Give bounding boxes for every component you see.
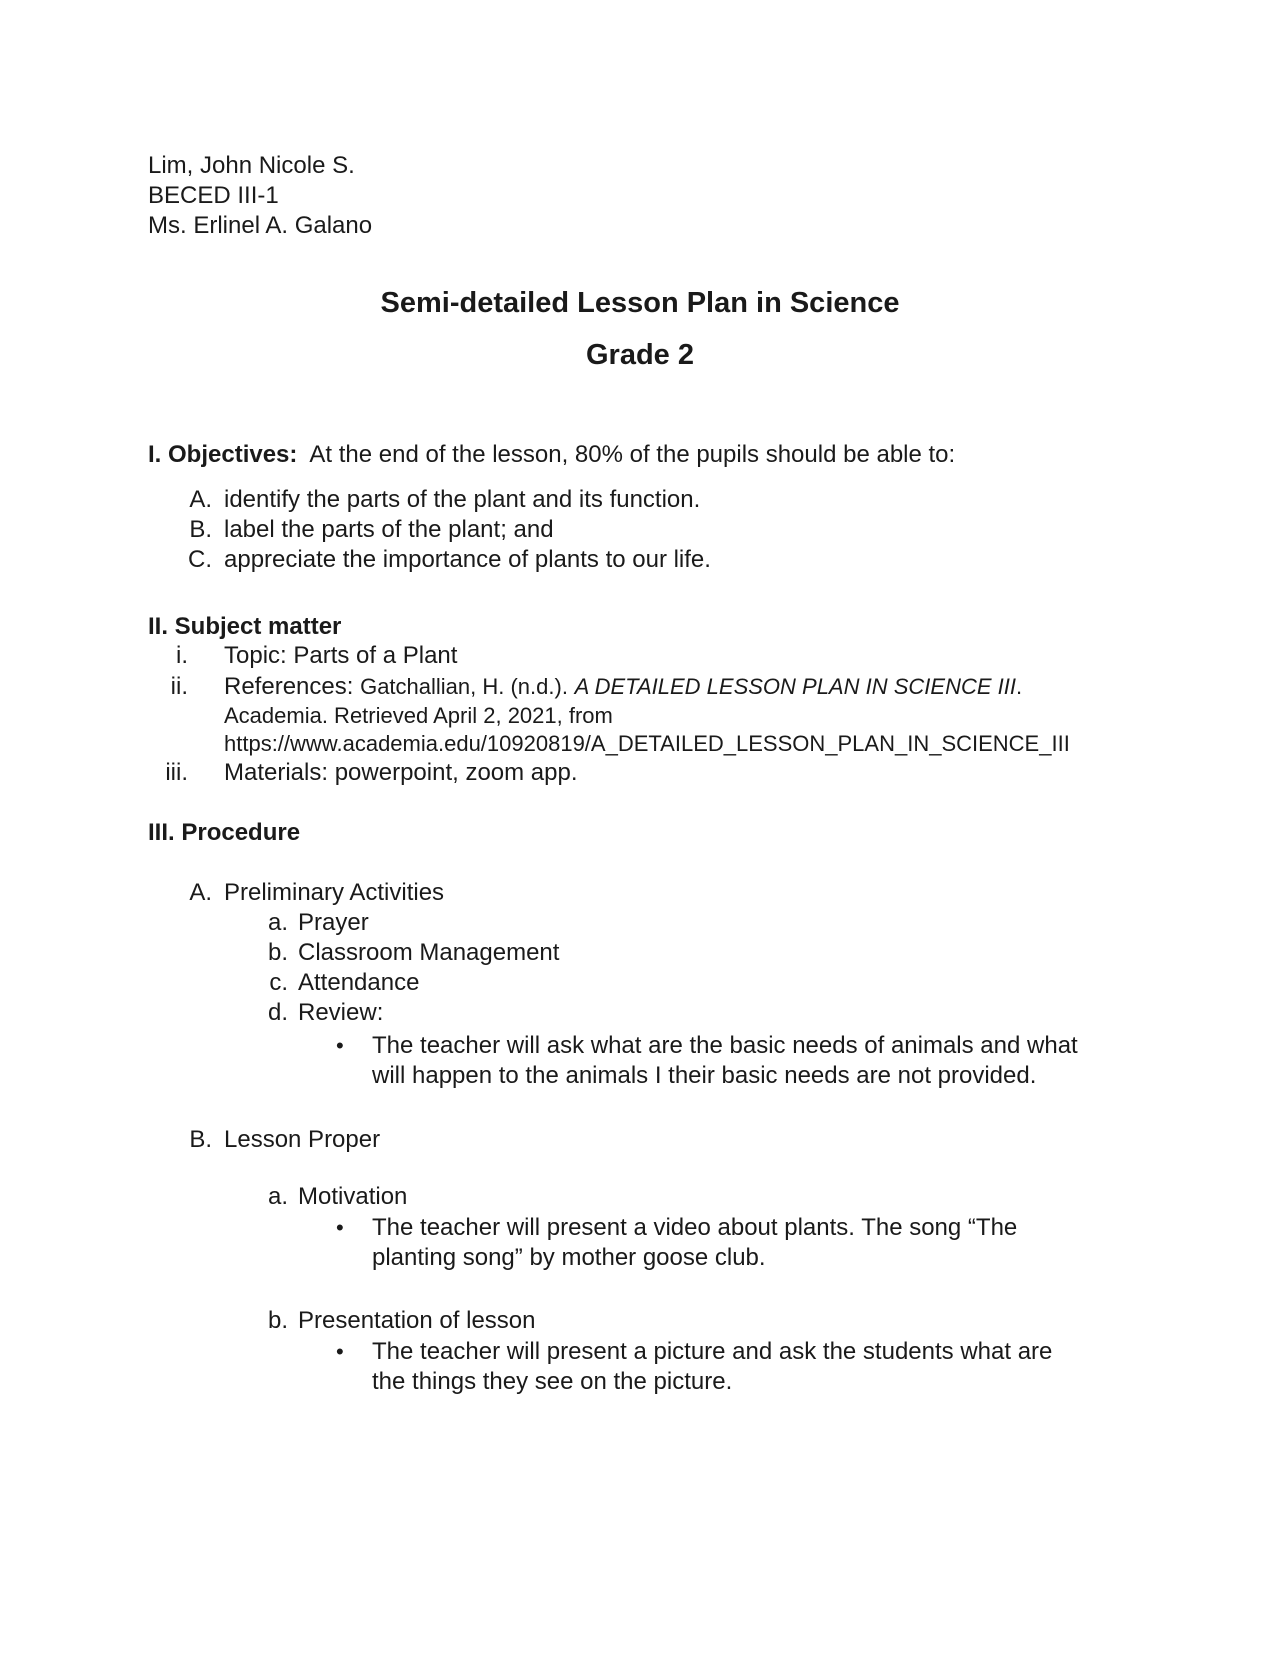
motivation-bullet-line-2: planting song” by mother goose club. — [372, 1244, 766, 1271]
motivation-bullet-line-1: The teacher will present a video about plants. The song “The — [372, 1214, 1018, 1241]
preliminary-item-marker: b. — [267, 939, 288, 966]
objectives-line — [148, 440, 955, 470]
objective-marker: A. — [189, 486, 212, 513]
topic-text: Topic: Parts of a Plant — [224, 642, 458, 669]
preliminary-item: Attendance — [298, 969, 420, 996]
references-marker: ii. — [170, 673, 188, 700]
bullet-icon: • — [336, 1339, 344, 1364]
references-end: . — [1015, 674, 1023, 699]
references-label: References: — [224, 673, 354, 700]
presentation-label: Presentation of lesson — [298, 1307, 536, 1334]
instructor-name: Ms. Erlinel A. Galano — [148, 212, 373, 239]
page-title: Semi-detailed Lesson Plan in Science — [380, 287, 900, 319]
references-work-title: A DETAILED LESSON PLAN IN SCIENCE III — [574, 674, 1016, 699]
bullet-icon: • — [336, 1215, 344, 1240]
objectives-heading: I. Objectives: — [148, 441, 298, 468]
lesson-proper-marker: B. — [189, 1126, 212, 1153]
review-bullet-line-1: The teacher will ask what are the basic needs of animals and what — [372, 1032, 1078, 1059]
objective-marker: C. — [188, 546, 212, 573]
review-bullet-line-2: will happen to the animals I their basic needs are not provided. — [372, 1062, 1037, 1089]
references-line — [224, 672, 1022, 702]
subject-matter-heading: II. Subject matter — [148, 613, 342, 640]
presentation-bullet-line-1: The teacher will present a picture and ask the students what are — [372, 1338, 1053, 1365]
materials-text: Materials: powerpoint, zoom app. — [224, 759, 578, 786]
objectives-intro: At the end of the lesson, 80% of the pupils should be able to: — [309, 441, 956, 468]
preliminary-label: Preliminary Activities — [224, 879, 445, 906]
objective-item: appreciate the importance of plants to our life. — [224, 546, 711, 573]
presentation-marker: b. — [267, 1307, 288, 1334]
objective-item: label the parts of the plant; and — [224, 516, 554, 543]
references-url: https://www.academia.edu/10920819/A_DETAILED_LESSON_PLAN_IN_SCIENCE_III — [224, 731, 1070, 756]
preliminary-item-marker: d. — [267, 999, 288, 1026]
preliminary-item: Prayer — [298, 909, 369, 936]
topic-marker: i. — [176, 642, 188, 669]
class-section: BECED III-1 — [148, 182, 279, 209]
preliminary-item: Review: — [298, 999, 384, 1026]
motivation-marker: a. — [267, 1183, 288, 1210]
objective-marker: B. — [189, 516, 212, 543]
presentation-bullet-line-2: the things they see on the picture. — [372, 1368, 733, 1395]
preliminary-item-marker: c. — [269, 969, 288, 996]
materials-marker: iii. — [165, 759, 188, 786]
objective-item: identify the parts of the plant and its function. — [224, 486, 701, 513]
grade-subtitle: Grade 2 — [586, 339, 694, 371]
author-name: Lim, John Nicole S. — [148, 152, 355, 179]
preliminary-marker: A. — [189, 879, 212, 906]
references-author: Gatchallian, H. (n.d.). — [360, 674, 568, 699]
references-line-2: Academia. Retrieved April 2, 2021, from — [224, 703, 613, 728]
preliminary-item-marker: a. — [267, 909, 288, 936]
procedure-heading: III. Procedure — [148, 819, 301, 846]
motivation-label: Motivation — [298, 1183, 408, 1210]
preliminary-item: Classroom Management — [298, 939, 560, 966]
bullet-icon: • — [336, 1033, 344, 1058]
lesson-proper-label: Lesson Proper — [224, 1126, 381, 1153]
